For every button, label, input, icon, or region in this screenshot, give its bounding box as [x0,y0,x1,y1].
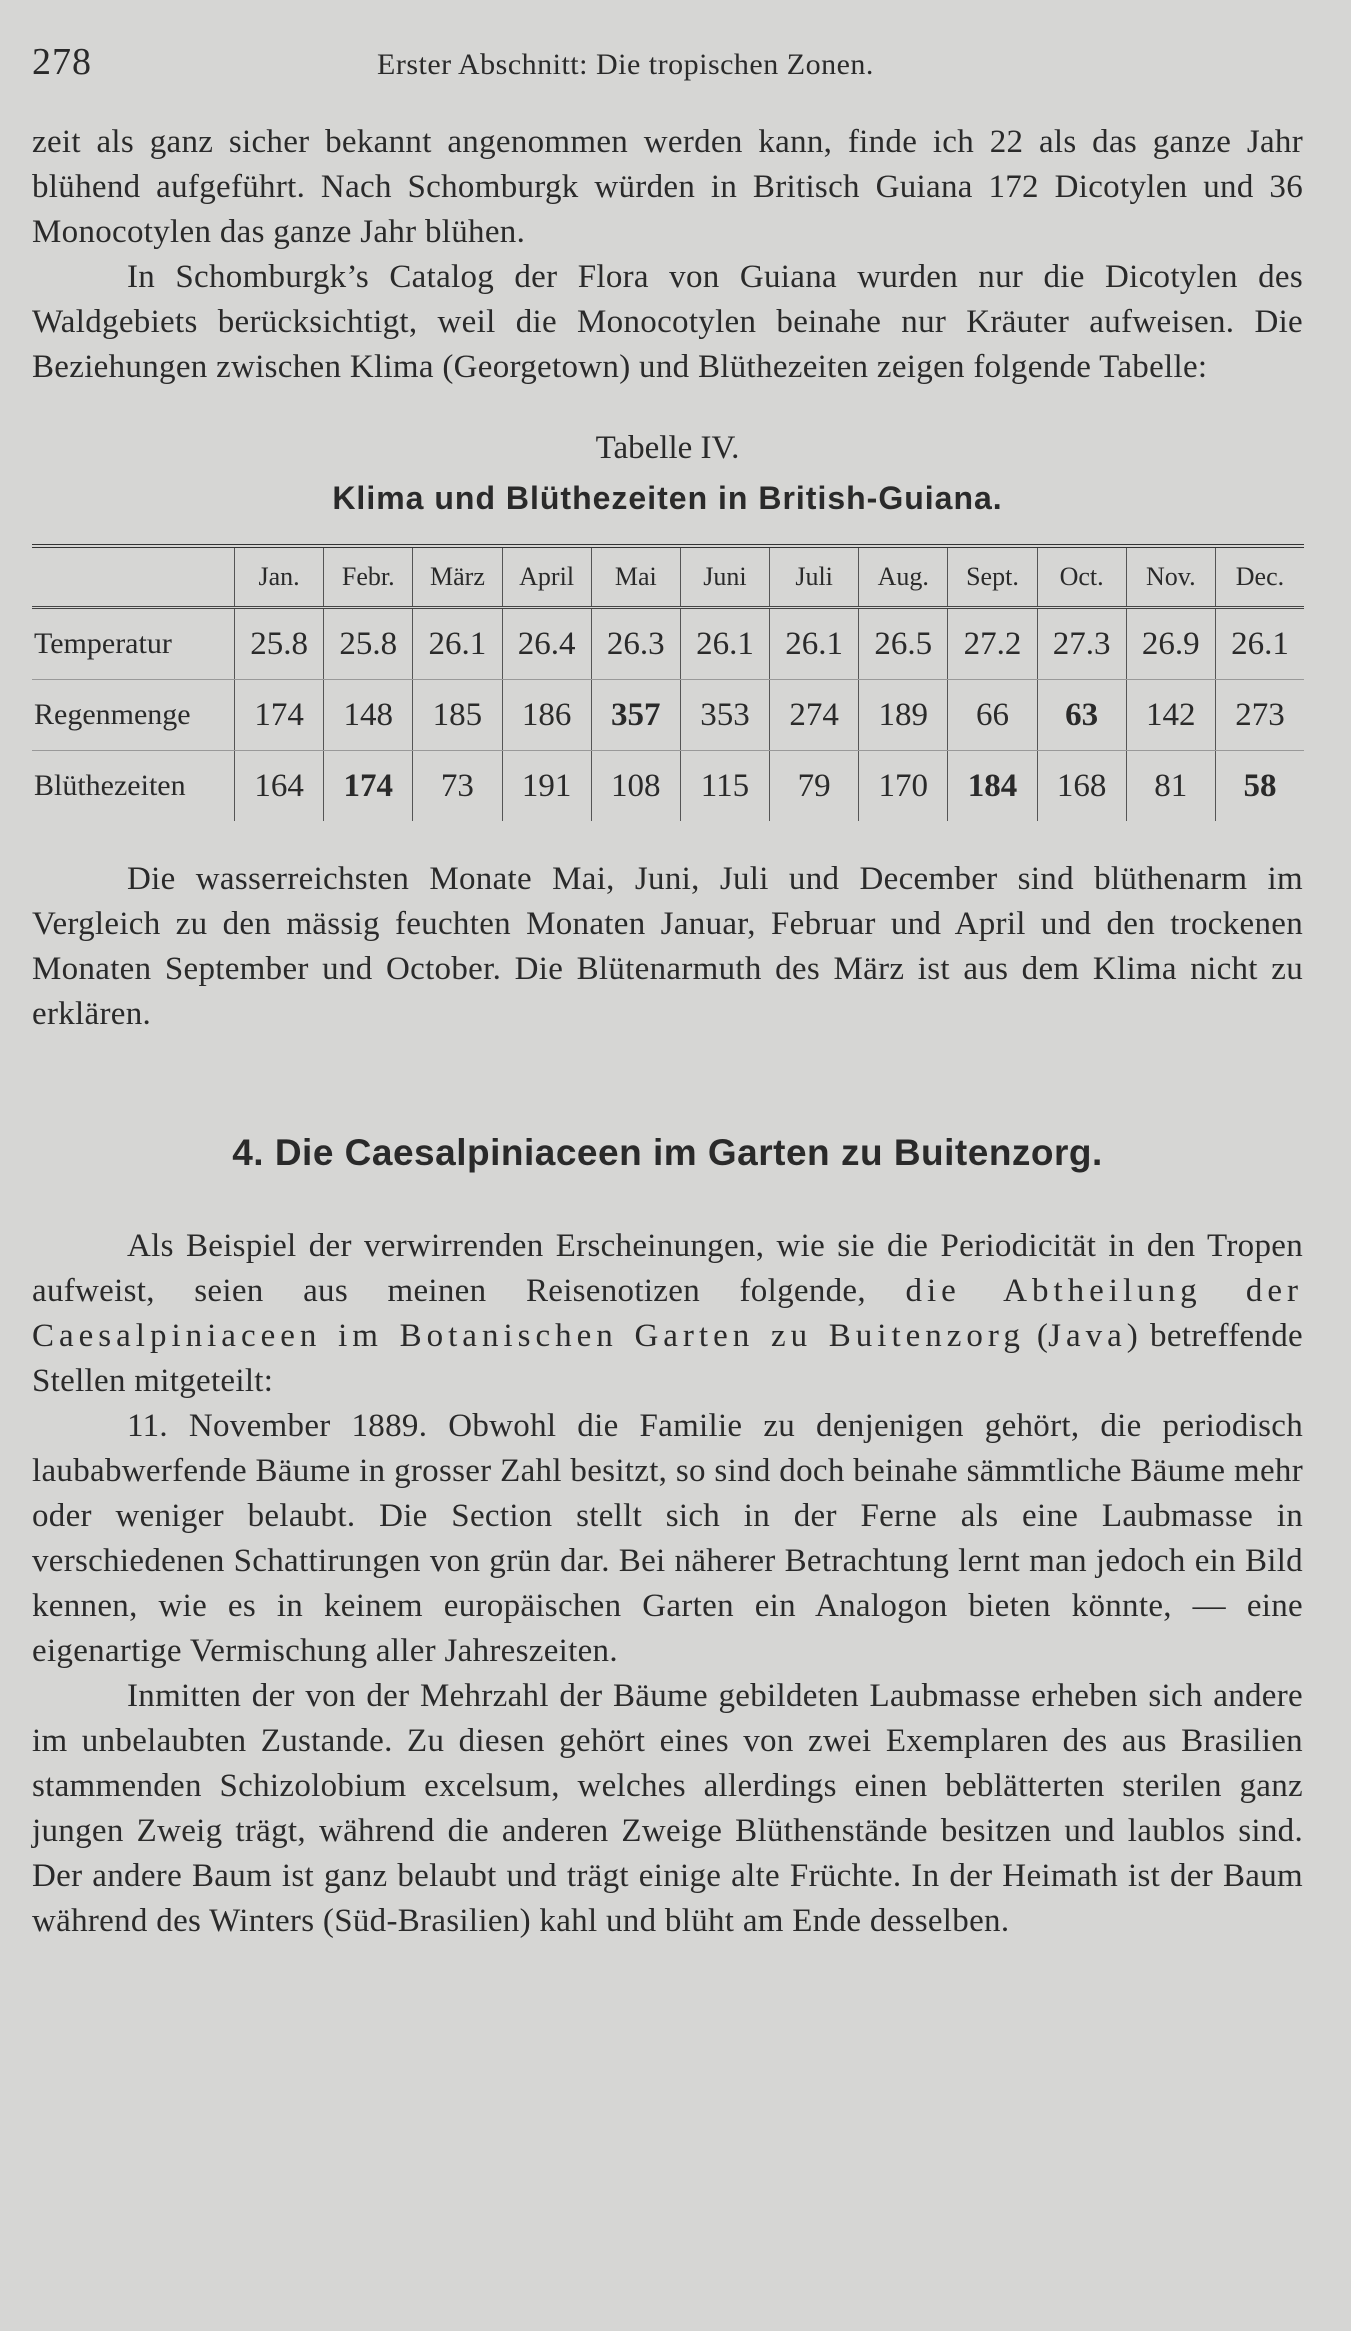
climate-table [32,544,1304,821]
table-cell: 26.9 [1126,608,1215,680]
table-cell: 186 [502,680,591,751]
table-cell: 273 [1215,680,1304,751]
table-cell: 73 [413,751,502,822]
row-label: Regenmenge [32,680,235,751]
table-cell: 170 [859,751,948,822]
table-caption: Tabelle IV. [595,430,740,466]
month-header: Juni [680,546,769,608]
running-head: Erster Abschnitt: Die tropischen Zonen. [377,48,874,81]
month-header: Aug. [859,546,948,608]
month-header: Dec. [1215,546,1304,608]
table-cell: 185 [413,680,502,751]
table-cell: 191 [502,751,591,822]
table-cell: 81 [1126,751,1215,822]
table-cell: 274 [770,680,859,751]
p1-spaced-phrase: die Abtheilung der Caesalpiniaceen im Botanischen Garten zu Buitenzorg [32,1273,1303,1354]
table-cell: 148 [324,680,413,751]
table-cell: 27.2 [948,608,1037,680]
row-label: Temperatur [32,608,235,680]
table-cell: 189 [859,680,948,751]
table-cell: 174 [235,680,324,751]
month-header: April [502,546,591,608]
month-header: Juli [770,546,859,608]
p1-spaced-java: Java [1048,1318,1127,1354]
table-cell: 26.1 [680,608,769,680]
table-body [32,608,1304,822]
table-cell: 25.8 [235,608,324,680]
row-label: Blüthezeiten [34,769,186,802]
section-paragraph-1 [32,1224,1303,1404]
table-cell: 353 [680,680,769,751]
month-header-row [32,546,1304,608]
table-cell: 26.3 [591,608,680,680]
table-cell: 168 [1037,751,1126,822]
table-cell: 25.8 [324,608,413,680]
month-header: März [413,546,502,608]
table-corner-cell [32,546,235,608]
page-header [32,40,1303,120]
table-row [32,680,1304,751]
table-row [32,751,1304,822]
page-number: 278 [32,41,92,83]
table-cell: 63 [1037,680,1126,751]
table-cell: 26.4 [502,608,591,680]
table-cell: 115 [680,751,769,822]
month-header: Nov. [1126,546,1215,608]
table-cell: 58 [1215,751,1304,822]
table-cell: 66 [948,680,1037,751]
table-cell: 26.1 [413,608,502,680]
p1-mid-text: ( [1024,1318,1049,1354]
section-paragraph-3: Inmitten der von der Mehrzahl der Bäume gebildeten Laubmasse erheben sich andere im unbelaubten Zustande. Zu diesen gehört eines von zwei Exemplaren des aus Brasilien stammenden Schizolobium excelsum, welches allerdings einen beblätterten sterilen ganz jungen Zweig trägt, während die anderen Zweige Blüthenstände besitzen und laublos sind. Der andere Baum ist ganz belaubt und trägt einige alte Früchte. In der Heimath ist der Baum während des Winters (Süd-Brasilien) kahl und blüht am Ende desselben. [32,1678,1303,1939]
table-cell: 108 [591,751,680,822]
table-cell: 26.1 [770,608,859,680]
table-cell: 357 [591,680,680,751]
table-commentary-paragraph: Die wasserreichsten Monate Mai, Juni, Juli und December sind blüthenarm im Vergleich zu den mässig feuchten Monaten Januar, Februar und April und den trockenen Monaten September und October. Die Blütenarmuth des März ist aus dem Klima nicht zu erklären. [32,861,1303,1032]
table-cell: 174 [324,751,413,822]
section-paragraph-2: 11. November 1889. Obwohl die Familie zu denjenigen gehört, die periodisch laubabwerfende Bäume in grosser Zahl besitzt, so sind doch beinahe sämmtliche Bäume mehr oder weniger belaubt. Die Section stellt sich in der Ferne als eine Laubmasse in verschiedenen Schattirungen von grün dar. Bei näherer Betrachtung lernt man jedoch ein Bild kennen, wie es in keinem europäischen Garten ein Analogon bieten könnte, — eine eigenartige Vermischung aller Jahreszeiten. [32,1408,1303,1669]
month-header: Oct. [1037,546,1126,608]
p1-pre-text: Als Beispiel der verwirrenden Erscheinungen, wie sie die Periodicität in den Tropen aufweist, seien aus meinen Reisenotizen folgende, [32,1228,1303,1309]
intro-paragraph-1: zeit als ganz sicher bekannt angenommen werden kann, finde ich 22 als das ganze Jahr blühend aufgeführt. Nach Schomburgk würden in Britisch Guiana 172 Dicotylen und 36 Monocotylen das ganze Jahr blühen. [32,124,1303,250]
table-row [32,608,1304,680]
table-cell: 26.5 [859,608,948,680]
table-cell: 26.1 [1215,608,1304,680]
intro-paragraph-2: In Schomburgk’s Catalog der Flora von Guiana wurden nur die Dicotylen des Waldgebiets berücksichtigt, weil die Monocotylen beinahe nur Kräuter aufweisen. Die Beziehungen zwischen Klima (Georgetown) und Blüthezeiten zeigen folgende Tabelle: [32,259,1303,385]
p1-post-text: ) betreffende Stellen mitgeteilt: [32,1318,1303,1399]
table-title: Klima und Blüthezeiten in British-Guiana. [332,480,1003,516]
table-cell: 142 [1126,680,1215,751]
table-cell: 27.3 [1037,608,1126,680]
section-heading: 4. Die Caesalpiniaceen im Garten zu Buitenzorg. [232,1132,1103,1173]
table-cell: 164 [235,751,324,822]
month-header: Jan. [235,546,324,608]
month-header: Sept. [948,546,1037,608]
month-header: Febr. [324,546,413,608]
table-cell: 184 [948,751,1037,822]
table-cell: 79 [770,751,859,822]
month-header: Mai [591,546,680,608]
